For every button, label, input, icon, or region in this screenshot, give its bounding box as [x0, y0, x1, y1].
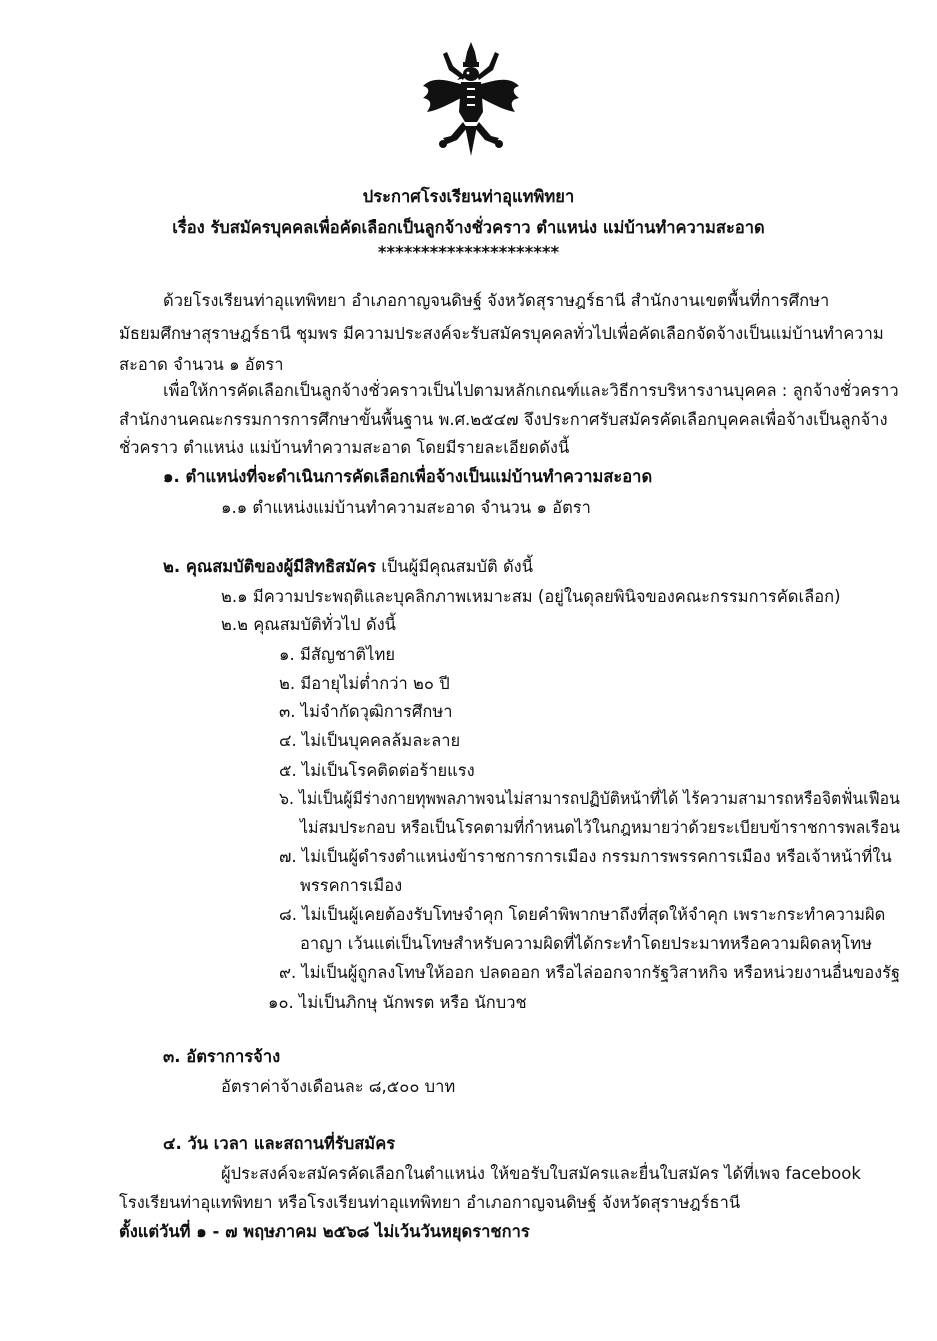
qualification-item: ๙. ไม่เป็นผู้ถูกลงโทษให้ออก ปลดออก หรือไล่ออกจากรัฐวิสาหกิจ หรือหน่วยงานอื่นของรัฐ	[279, 963, 901, 982]
document-title: ประกาศโรงเรียนท่าอุแทพิทยา	[362, 187, 575, 206]
section-2-sub-2: ๒.๒ คุณสมบัติทั่วไป ดังนี้	[221, 615, 396, 634]
qualification-item-continued: ไม่สมประกอบ หรือเป็นโรคตามที่กำหนดไว้ในกฎหมายว่าด้วยระเบียบข้าราชการพลเรือน	[300, 818, 900, 837]
intro-paragraph-1-line-2: มัธยมศึกษาสุราษฎร์ธานี ชุมพร มีความประสงค์จะรับสมัครบุคคลทั่วไปเพื่อคัดเลือกจัดจ้างเป็นแม่บ้านทำความ	[119, 324, 884, 343]
section-1-heading: ๑. ตำแหน่งที่จะดำเนินการคัดเลือกเพื่อจ้างเป็นแม่บ้านทำความสะอาด	[163, 467, 653, 486]
qualification-item-continued: พรรคการเมือง	[300, 876, 403, 895]
qualification-item: ๔. ไม่เป็นบุคคลล้มละลาย	[279, 731, 461, 750]
section-4-dates: ตั้งแต่วันที่ ๑ - ๗ พฤษภาคม ๒๕๖๘ ไม่เว้นวันหยุดราชการ	[119, 1222, 530, 1241]
qualification-item: ๘. ไม่เป็นผู้เคยต้องรับโทษจำคุก โดยคำพิพากษาถึงที่สุดให้จำคุก เพราะกระทำความผิด	[279, 905, 886, 924]
qualification-item: ๕. ไม่เป็นโรคติดต่อร้ายแรง	[279, 761, 475, 780]
intro-paragraph-1-line-1: ด้วยโรงเรียนท่าอุแทพิทยา อำเภอกาญจนดิษฐ์ จังหวัดสุราษฎร์ธานี สำนักงานเขตพื้นที่การศึกษา	[163, 291, 830, 310]
qualification-item: ๒. มีอายุไม่ต่ำกว่า ๒๐ ปี	[279, 674, 450, 693]
section-4-line-2: โรงเรียนท่าอุแทพิทยา หรือโรงเรียนท่าอุแทพิทยา อำเภอกาญจนดิษฐ์ จังหวัดสุราษฎร์ธานี	[119, 1193, 741, 1212]
section-4-line-1: ผู้ประสงค์จะสมัครคัดเลือกในตำแหน่ง ให้ขอรับใบสมัครและยื่นใบสมัคร ได้ที่เพจ facebook	[221, 1164, 861, 1183]
title-separator: *********************	[377, 243, 560, 262]
section-1-item: ๑.๑ ตำแหน่งแม่บ้านทำความสะอาด จำนวน ๑ อัตรา	[221, 498, 591, 517]
intro-paragraph-2-line-3: ชั่วคราว ตำแหน่ง แม่บ้านทำความสะอาด โดยมีรายละเอียดดังนี้	[119, 438, 570, 457]
intro-paragraph-1-line-3: สะอาด จำนวน ๑ อัตรา	[119, 355, 284, 374]
qualification-item: ๑๐. ไม่เป็นภิกษุ นักพรต หรือ นักบวช	[268, 993, 527, 1012]
qualification-item: ๓. ไม่จำกัดวุฒิการศึกษา	[279, 702, 453, 721]
qualification-item-continued: อาญา เว้นแต่เป็นโทษสำหรับความผิดที่ได้กระทำโดยประมาทหรือความผิดลหุโทษ	[300, 934, 872, 953]
section-3-text: อัตราค่าจ้างเดือนละ ๘,๕๐๐ บาท	[221, 1077, 456, 1096]
intro-paragraph-2-line-2: สำนักงานคณะกรรมการการศึกษาขั้นพื้นฐาน พ.ศ.๒๕๔๗ จึงประกาศรับสมัครคัดเลือกบุคคลเพื่อจ้างเป็นลูกจ้าง	[119, 410, 888, 429]
section-4-heading: ๔. วัน เวลา และสถานที่รับสมัคร	[163, 1134, 396, 1153]
section-2-heading: ๒. คุณสมบัติของผู้มีสิทธิสมัคร เป็นผู้มีคุณสมบัติ ดังนี้	[163, 557, 533, 576]
document-subject: เรื่อง รับสมัครบุคคลเพื่อคัดเลือกเป็นลูกจ้างชั่วคราว ตำแหน่ง แม่บ้านทำความสะอาด	[172, 218, 765, 237]
section-3-heading: ๓. อัตราการจ้าง	[163, 1047, 281, 1066]
qualification-item: ๖. ไม่เป็นผู้มีร่างกายทุพพลภาพจนไม่สามารถปฏิบัติหน้าที่ได้ ไร้ความสามารถหรือจิตฟั่นเฟือน	[279, 789, 900, 808]
intro-paragraph-2-line-1: เพื่อให้การคัดเลือกเป็นลูกจ้างชั่วคราวเป็นไปตามหลักเกณฑ์และวิธีการบริหารงานบุคคล : ลูกจ้างชั่วคราว	[163, 381, 899, 400]
garuda-emblem-icon	[421, 40, 521, 158]
qualification-item: ๑. มีสัญชาติไทย	[279, 645, 395, 664]
section-2-sub-1: ๒.๑ มีความประพฤติและบุคลิกภาพเหมาะสม (อยู่ในดุลยพินิจของคณะกรรมการคัดเลือก)	[221, 587, 841, 606]
qualification-item: ๗. ไม่เป็นผู้ดำรงตำแหน่งข้าราชการการเมือง กรรมการพรรคการเมือง หรือเจ้าหน้าที่ใน	[279, 847, 892, 866]
